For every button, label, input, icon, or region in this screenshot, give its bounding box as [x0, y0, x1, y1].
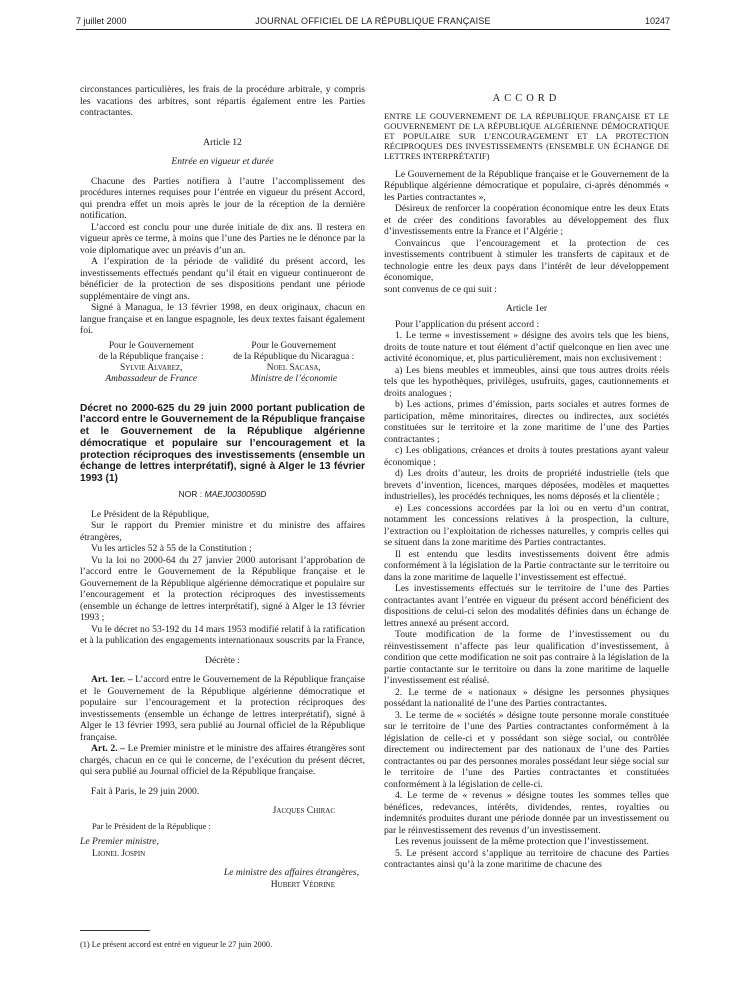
paragraph: b) Les actions, primes d’émission, parts sociales et autres formes de participation, même minoritaires, directes ou indirectes, aux sociétés constituées sur le territoire et la zone maritime de l’une des Parties contractantes ;: [384, 399, 669, 445]
signature-block: [80, 341, 365, 385]
signature-date: Fait à Paris, le 29 juin 2000.: [91, 785, 200, 797]
paragraph: e) Les concessions accordées par la loi ou en vertu d’un contrat, notamment les concessions relatives à la prospection, la culture, l’extraction ou l’exploitation de richesses naturelles, y compris celles qui se situent dans la zone maritime des Parties contractantes.: [384, 502, 669, 548]
footnote: (1) Le présent accord est entré en vigueur le 27 juin 2000.: [80, 940, 273, 949]
paragraph: Il est entendu que lesdits investissements doivent être admis conformément à la législation de la Partie contractante sur le territoire ou dans la zone maritime de laquelle l’investissement est effectué.: [384, 548, 669, 583]
paragraph: Le Gouvernement de la République française et le Gouvernement de la République algérienne démocratique et populaire, ci-après dénommés « les Parties contractantes »,: [384, 168, 669, 203]
paragraph: Vu le décret no 53-192 du 14 mars 1953 modifié relatif à la ratification et à la publication des engagements internationaux souscrits par la France,: [80, 623, 365, 647]
paragraph: L’accord est conclu pour une durée initiale de dix ans. Il restera en vigueur après ce terme, à moins que l’une des Parties ne le dénonce par la voie diplomatique avec un préavis d’un an.: [80, 221, 365, 256]
paragraph: d) Les droits d’auteur, les droits de propriété industrielle (tels que brevets d’invention, licences, marques déposées, modèles et maquettes industrielles), les procédés techniques, les noms déposés et la clientèle ;: [384, 468, 669, 502]
countersign-intro: Par le Président de la République :: [92, 820, 211, 831]
decree-title: Décret no 2000-625 du 29 juin 2000 portant publication de l’accord entre le Gouvernement de la République française et le Gouvernement de la République algérienne démocratique et populaire sur l’encouragement et la protection réciproques des investissements (ensemble un échange de lettres interprétatif), signé à Alger le 13 février 1993 (1): [80, 402, 365, 485]
article-text: Le Premier ministre et le ministre des affaires étrangères sont chargés, chacun en ce qui le concerne, de l’exécution du présent décret, qui sera publié au Journal officiel de la République française.: [80, 743, 365, 778]
paragraph: Les revenus jouissent de la même protection que l’investissement.: [395, 836, 649, 847]
paragraph: sont convenus de ce qui suit :: [384, 283, 497, 295]
paragraph: Sur le rapport du Premier ministre et du ministre des affaires étrangères,: [80, 520, 365, 543]
paragraph: 5. Le présent accord s’applique au territoire de chacune des Parties contractantes ainsi qu’à la zone maritime de chacune des: [384, 847, 669, 870]
decrete-heading: Décrète :: [205, 654, 240, 666]
signatory-role: Ambassadeur de France: [105, 373, 198, 384]
article-1-title: Article 1er: [505, 303, 548, 314]
journal-title: JOURNAL OFFICIEL DE LA RÉPUBLIQUE FRANÇAISE: [255, 16, 491, 26]
page-header: [76, 14, 670, 28]
paragraph: 3. Le terme de « sociétés » désigne toute personne morale constituée sur le territoire de l’une des Parties contractantes conformément à la législation de celle-ci et y possédant son siège social, ou contrôlée directement ou indirectement par des nationaux de l’une des Parties contractantes ou par des personnes morales possédant leur siège social sur le territoire de l’une des Parties contractantes et constituées conformément à la législation de celle-ci.: [384, 709, 669, 790]
paragraph: Convaincus que l’encouragement et la protection de ces investissements contribuent à stimuler les transferts de capitaux et de technologie entre les deux pays dans l’intérêt de leur développement économique,: [384, 237, 669, 283]
paragraph: 4. Le terme de « revenus » désigne toutes les sommes telles que bénéfices, redevances, intérêts, dividendes, rentes, royalties ou indemnités produites durant une période donnée par un investissement ou par le réinvestissement des revenus d’un investissement.: [384, 790, 669, 836]
paragraph: Chacune des Parties notifiera à l’autre l’accomplissement des procédures internes requises pour l’entrée en vigueur du présent Accord, qui prendra effet un mois après le jour de la réception de la dernière notification.: [80, 175, 365, 221]
signature-nicaragua: [223, 341, 366, 385]
article-1: [80, 674, 365, 743]
paragraph: A l’expiration de la période de validité du présent accord, les investissements effectués pendant qu’il était en vigueur continueront de bénéficier de la protection de ses dispositions pendant une période supplémentaire de vingt ans.: [80, 256, 365, 302]
pm-title: Le Premier ministre,: [80, 836, 159, 848]
sig-line: de la République française :: [98, 351, 204, 362]
signatory-role: Ministre de l’économie: [250, 373, 338, 384]
header-rule: [76, 29, 670, 30]
signatory-name: Noel Sacasa,: [266, 362, 321, 373]
nor-label: NOR :: [178, 489, 203, 500]
paragraph: circonstances particulières, les frais de la procédure arbitrale, y compris les vacations des arbitres, sont répartis également entre les Parties contractantes.: [80, 84, 365, 118]
left-column: [80, 84, 365, 974]
sig-line: Pour le Gouvernement: [251, 340, 337, 351]
article-label: Art. 1er. –: [91, 674, 133, 686]
president-name: Jacques Chirac: [272, 805, 335, 817]
sig-line: de la République du Nicaragua :: [233, 351, 355, 362]
paragraph: c) Les obligations, créances et droits à toutes prestations ayant valeur économique ;: [384, 445, 669, 468]
paragraph: 1. Le terme « investissement » désigne des avoirs tels que les biens, droits de toute nature et tout élément d’actif quelconque en lien avec une activité économique, et, plus particulièrement, mais non exclusivement :: [384, 330, 669, 364]
accord-subtitle: ENTRE LE GOUVERNEMENT DE LA RÉPUBLIQUE FRANÇAISE ET LE GOUVERNEMENT DE LA RÉPUBLIQUE ALGÉRIENNE DÉMOCRATIQUE ET POPULAIRE SUR L’ENCOURAGEMENT ET LA PROTECTION RÉCIPROQUES DES INVESTISSEMENTS (ENSEMBLE UN ÉCHANGE DE LETTRES INTERPRÉTATIF): [384, 110, 669, 161]
minister-name: Hubert Védrine: [270, 878, 335, 890]
header-date: 7 juillet 2000: [76, 16, 127, 26]
paragraph: Toute modification de la forme de l’investissement ou du réinvestissement n’affecte pas leur qualification d’investissement, à condition que cette modification ne soit pas contraire à la législation de la partie contactante sur le territoire ou dans la zone maritime de laquelle l’investissement est réalisé.: [384, 629, 669, 686]
minister-title: Le ministre des affaires étrangères,: [223, 867, 359, 879]
nor-code: MAEJ0030059D: [204, 489, 267, 500]
paragraph: a) Les biens meubles et immeubles, ainsi que tous autres droits réels tels que les hypothèques, privilèges, usufruits, gages, cautionnements et droits analogues ;: [384, 364, 669, 399]
accord-title: ACCORD: [492, 93, 561, 104]
page-number: 10247: [644, 16, 670, 26]
paragraph: Pour l’application du présent accord :: [395, 318, 540, 330]
paragraph: 2. Le terme de « nationaux » désigne les personnes physiques possédant la nationalité de l’une des Parties contractantes.: [384, 686, 669, 709]
paragraph: Signé à Managua, le 13 février 1998, en deux originaux, chacun en langue française et en langue espagnole, les deux textes faisant également foi.: [80, 302, 365, 336]
article-text: L’accord entre le Gouvernement de la République française et le Gouvernement de la République algérienne démocratique et populaire sur l’encouragement et la protection réciproques des investissements (ensemble un échange de lettres interprétatif), signé à Alger le 13 février 1993, sera publié au Journal officiel de la République française.: [80, 674, 365, 743]
paragraph: Désireux de renforcer la coopération économique entre les deux Etats et de créer des conditions favorables au développement des flux d’investissements entre la France et l’Algérie ;: [384, 203, 669, 237]
sig-line: Pour le Gouvernement: [108, 340, 194, 351]
article-label: Art. 2. –: [91, 743, 125, 755]
footnote-rule: [80, 930, 150, 931]
article-12-subtitle: Entrée en vigueur et durée: [171, 156, 274, 167]
article-12-title: Article 12: [203, 136, 242, 148]
article-2: [80, 743, 365, 778]
nor-reference: [80, 489, 365, 501]
paragraph: Vu la loi no 2000-64 du 27 janvier 2000 autorisant l’approbation de l’accord entre le Gouvernement de la République française et le Gouvernement de la République algérienne démocratique et populaire sur l’encouragement et la protection réciproques des investissements (ensemble un échange de lettres interprétatif), signé à Alger le 13 février 1993 ;: [80, 554, 365, 624]
paragraph: Le Président de la République,: [91, 508, 210, 520]
pm-name: Lionel Jospin: [92, 847, 146, 859]
paragraph: Les investissements effectués sur le territoire de l’une des Parties contractantes avant l’entrée en vigueur du présent accord bénéficient des dispositions de celui-ci selon des modalités définies dans un échange de lettres annexé au présent accord.: [384, 583, 669, 629]
paragraph: Vu les articles 52 à 55 de la Constitution ;: [91, 543, 252, 555]
right-column: [384, 93, 669, 871]
signatory-name: Sylvie Alvarez,: [119, 362, 183, 373]
signature-france: [80, 341, 223, 385]
